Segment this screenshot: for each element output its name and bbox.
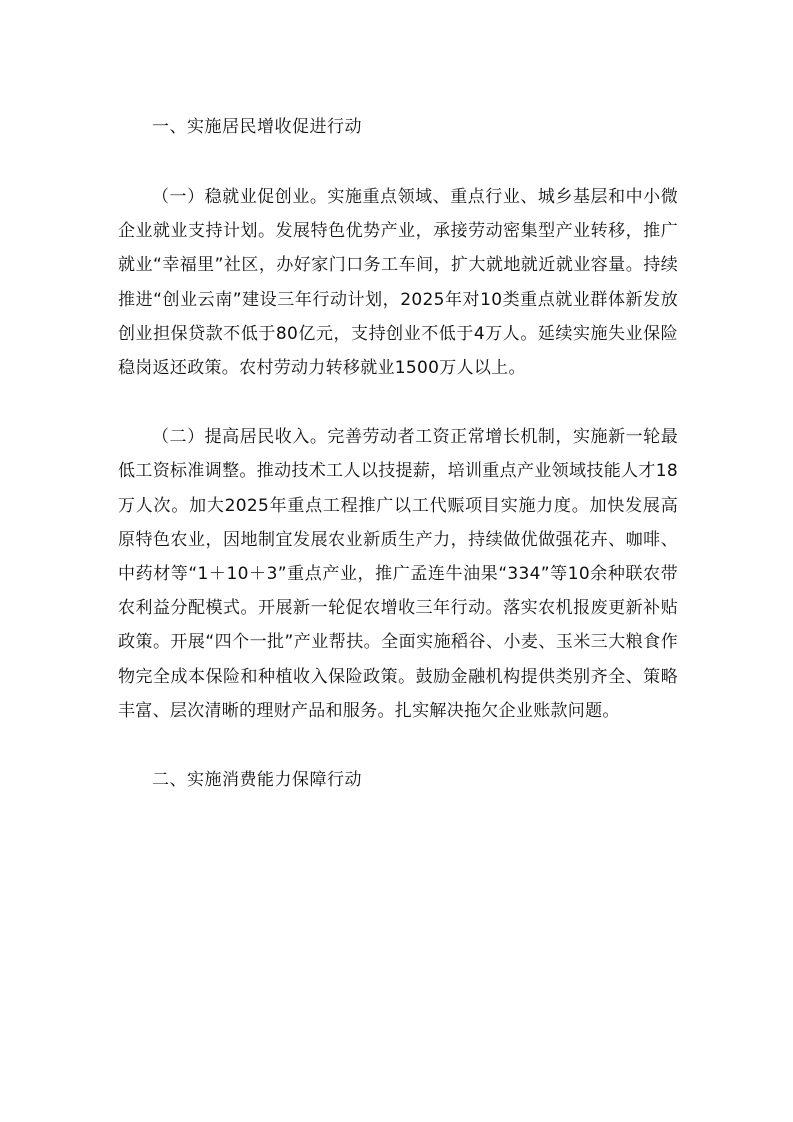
spacer xyxy=(118,144,678,180)
section-heading-2: 二、实施消费能力保障行动 xyxy=(152,770,362,791)
spacer xyxy=(118,728,678,763)
spacer xyxy=(118,385,678,420)
paragraph-employment: （一）稳就业促创业。实施重点领域、重点行业、城乡基层和中小微企业就业支持计划。发展特色优势产业，承接劳动密集型产业转移，推广就业“幸福里”社区，办好家门口务工车间，扩大就地就近就业容量。持续推进“创业云南”建设三年行动计划，2025年对10类重点就业群体新发放创业担保贷款不低于80亿元，支持创业不低于4万人。延续实施失业保险稳岗返还政策。农村劳动力转移就业1500万人以上。 xyxy=(118,187,678,379)
section-heading-1: 一、实施居民增收促进行动 xyxy=(152,117,362,137)
paragraph-income: （二）提高居民收入。完善劳动者工资正常增长机制，实施新一轮最低工资标准调整。推动技术工人以技提薪，培训重点产业领域技能人才18万人次。加大2025年重点工程推广以工代赈项目实施力度。加快发展高原特色农业，因地制宜发展农业新质生产力，持续做优做强花卉、咖啡、中药材等“1＋10＋3”重点产业，推广孟连牛油果“334”等10余种联农带农利益分配模式。开展新一轮促农增收三年行动。落实农机报废更新补贴政策。开展“四个一批”产业帮扶。全面实施稻谷、小麦、玉米三大粮食作物完全成本保险和种植收入保险政策。鼓励金融机构提供类别齐全、策略丰富、层次清晰的理财产品和服务。扎实解决拖欠企业账款问题。 xyxy=(118,427,678,721)
document-body xyxy=(118,110,678,797)
